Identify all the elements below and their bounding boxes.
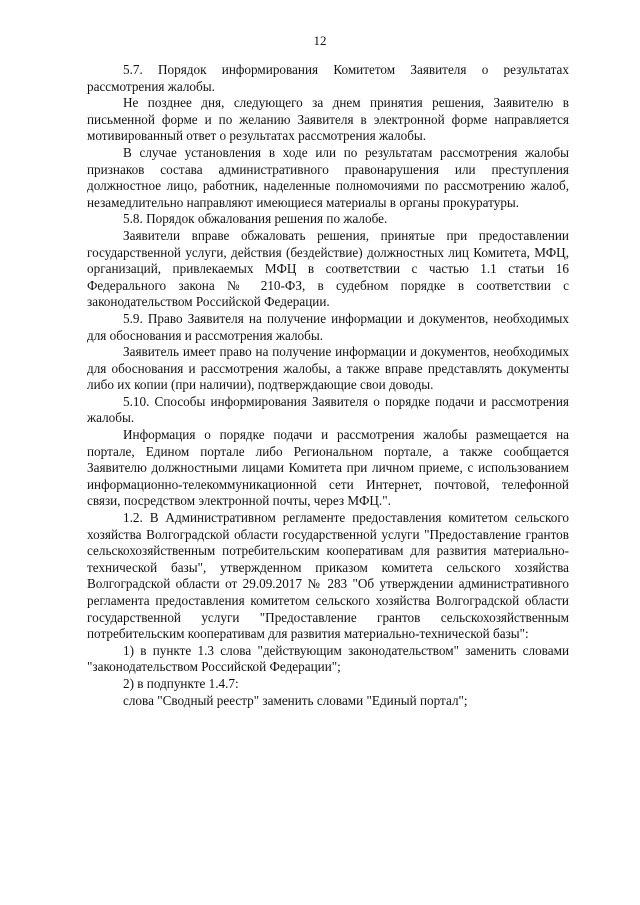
paragraph-court-appeal: Заявители вправе обжаловать решения, принятые при предоставлении государственной услуги, действия (бездействие) должностных лиц Комитета, МФЦ, организаций, привлекаемых МФЦ в соответствии с частью 1.1 статьи 16 Федерального закона № 210-ФЗ, в судебном порядке в соответствии с законодательством Российской Федерации. bbox=[87, 227, 569, 310]
paragraph-information-right: Заявитель имеет право на получение информации и документов, необходимых для обоснования и рассмотрения жалобы, а также вправе представлять документы либо их копии (при наличии), подтверждающие свои доводы. bbox=[87, 344, 569, 393]
paragraph-item-1: 1) в пункте 1.3 слова "действующим законодательством" заменить словами "законодательством Российской Федерации"; bbox=[87, 642, 569, 675]
paragraph-5-8-heading: 5.8. Порядок обжалования решения по жалобе. bbox=[123, 211, 388, 227]
paragraph-5-9-heading: 5.9. Право Заявителя на получение информации и документов, необходимых для обоснования и рассмотрения жалобы. bbox=[87, 310, 569, 343]
paragraph-information-placement: Информация о порядке подачи и рассмотрения жалобы размещается на портале, Едином портале либо Региональном портале, а также сообщается Заявителю должностными лицами Комитета при личном приеме, с использованием информационно-телекоммуникационной сети Интернет, почтовой, телефонной связи, посредством электронной почты, через МФЦ.". bbox=[87, 427, 569, 509]
paragraph-item-2: 2) в подпункте 1.4.7: bbox=[123, 675, 239, 691]
paragraph-replace-words: слова "Сводный реестр" заменить словами "Единый портал"; bbox=[123, 692, 468, 708]
paragraph-1-2-amendment: 1.2. В Административном регламенте предоставления комитетом сельского хозяйства Волгоградской области государственной услуги "Предоставление грантов сельскохозяйственным потребительским кооперативам для развития материально-технической базы", утвержденном приказом комитета сельского хозяйства Волгоградской области от 29.09.2017 № 283 "Об утверждении административного регламента предоставления комитетом сельского хозяйства Волгоградской области государственной услуги "Предоставление грантов сельскохозяйственным потребительским кооперативам для развития материально-технической базы": bbox=[87, 510, 569, 642]
paragraph-5-7-heading: 5.7. Порядок информирования Комитетом Заявителя о результатах рассмотрения жалобы. bbox=[87, 62, 569, 94]
paragraph-5-10-heading: 5.10. Способы информирования Заявителя о порядке подачи и рассмотрения жалобы. bbox=[87, 393, 569, 426]
page-number: 12 bbox=[313, 33, 327, 48]
paragraph-prosecution-referral: В случае установления в ходе или по результатам рассмотрения жалобы признаков состава административного правонарушения или преступления должностное лицо, работник, наделенные полномочиями по рассмотрению жалоб, незамедлительно направляют имеющиеся материалы в органы прокуратуры. bbox=[87, 144, 569, 210]
paragraph-response-deadline: Не позднее дня, следующего за днем принятия решения, Заявителю в письменной форме и по желанию Заявителя в электронной форме направляется мотивированный ответ о результатах рассмотрения жалобы. bbox=[87, 95, 569, 144]
document-body bbox=[87, 62, 569, 709]
